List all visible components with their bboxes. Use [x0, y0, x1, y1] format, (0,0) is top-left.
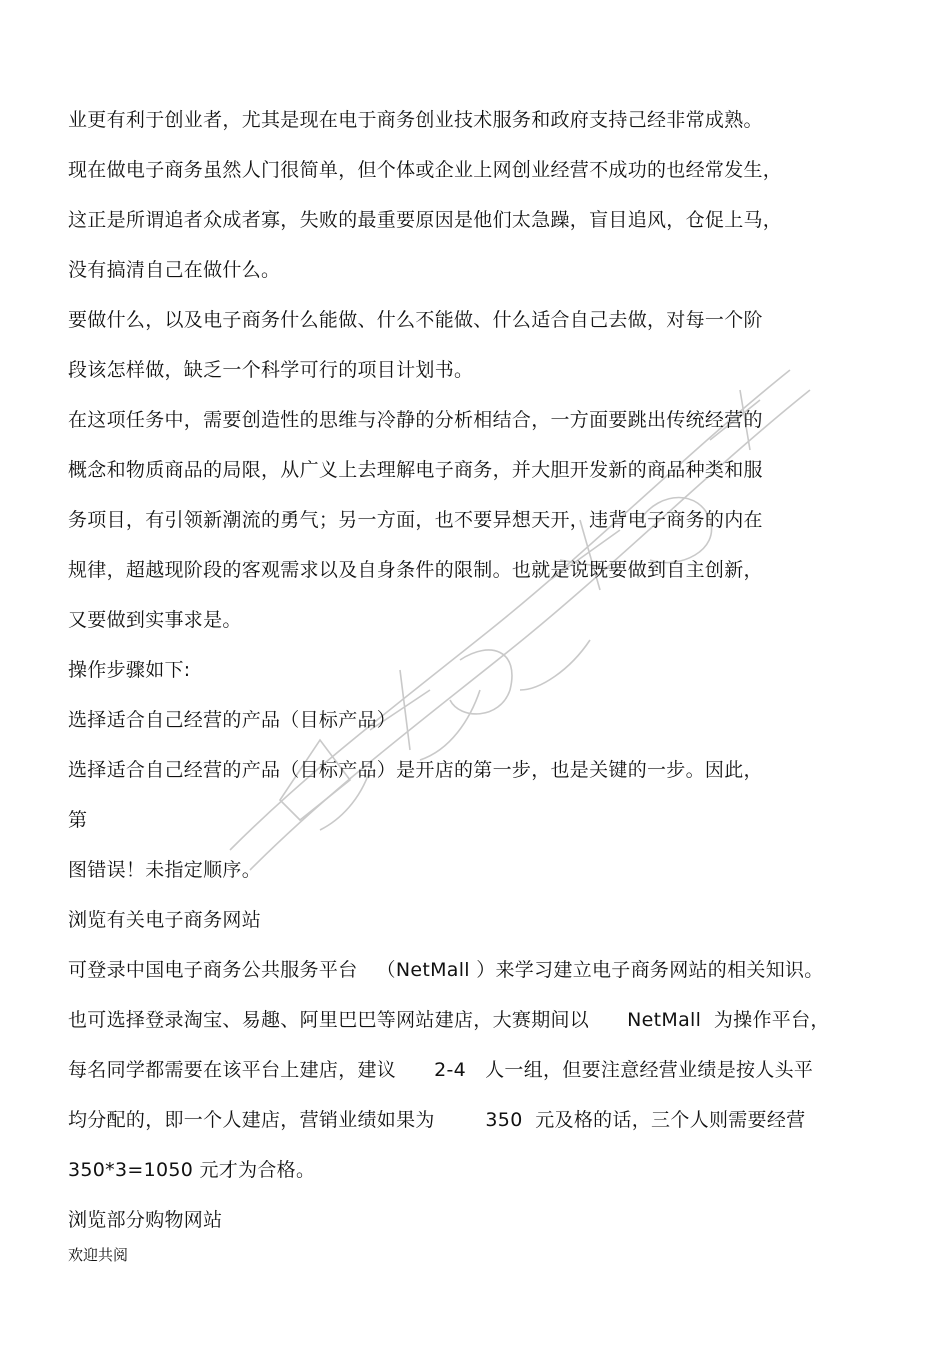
section-heading: 浏览有关电子商务网站: [68, 909, 262, 931]
body-line: 要做什么，以及电子商务什么能做、什么不能做、什么适合自己去做，对每一个阶: [68, 309, 763, 331]
body-line: 可登录中国电子商务公共服务平台 （NetMall ）来学习建立电子商务网站的相关知识。: [68, 959, 824, 981]
section-heading: 浏览部分购物网站: [68, 1209, 223, 1231]
footer-note: 欢迎共阅: [68, 1246, 129, 1264]
figure-caption: 图错误！未指定顺序。: [68, 859, 262, 881]
body-line: 在这项任务中，需要创造性的思维与冷静的分析相结合，一方面要跳出传统经营的: [68, 409, 763, 431]
body-line: 选择适合自己经营的产品（目标产品）是开店的第一步，也是关键的一步。因此，: [68, 759, 763, 781]
section-heading: 选择适合自己经营的产品（目标产品）: [68, 709, 397, 731]
body-line: 没有搞清自己在做什么。: [68, 259, 281, 281]
body-line: 概念和物质商品的局限，从广义上去理解电子商务，并大胆开发新的商品种类和服: [68, 459, 763, 481]
body-line: 这正是所谓追者众成者寡，失败的最重要原因是他们太急躁，盲目追风，仓促上马，: [68, 209, 783, 231]
body-line: 段该怎样做，缺乏一个科学可行的项目计划书。: [68, 359, 474, 381]
body-line: 务项目，有引领新潮流的勇气；另一方面，也不要异想天开，违背电子商务的内在: [68, 509, 763, 531]
body-line: 规律，超越现阶段的客观需求以及自身条件的限制。也就是说既要做到自主创新，: [68, 559, 763, 581]
body-line: 也可选择登录淘宝、易趣、阿里巴巴等网站建店，大赛期间以 NetMall 为操作平台，: [68, 1009, 830, 1031]
body-line: 350*3=1050 元才为合格。: [68, 1159, 316, 1181]
body-line: 第: [68, 809, 88, 831]
body-line: 又要做到实事求是。: [68, 609, 242, 631]
body-line: 均分配的，即一个人建店，营销业绩如果为 350 元及格的话，三个人则需要经营: [68, 1109, 806, 1131]
body-line: 现在做电子商务虽然人门很简单，但个体或企业上网创业经营不成功的也经常发生，: [68, 159, 783, 181]
body-line: 业更有利于创业者，尤其是现在电于商务创业技术服务和政府支持己经非常成熟。: [68, 109, 763, 131]
body-line: 每名同学都需要在该平台上建店，建议 2-4 人一组，但要注意经营业绩是按人头平: [68, 1059, 814, 1081]
section-heading: 操作步骤如下:: [68, 659, 191, 681]
